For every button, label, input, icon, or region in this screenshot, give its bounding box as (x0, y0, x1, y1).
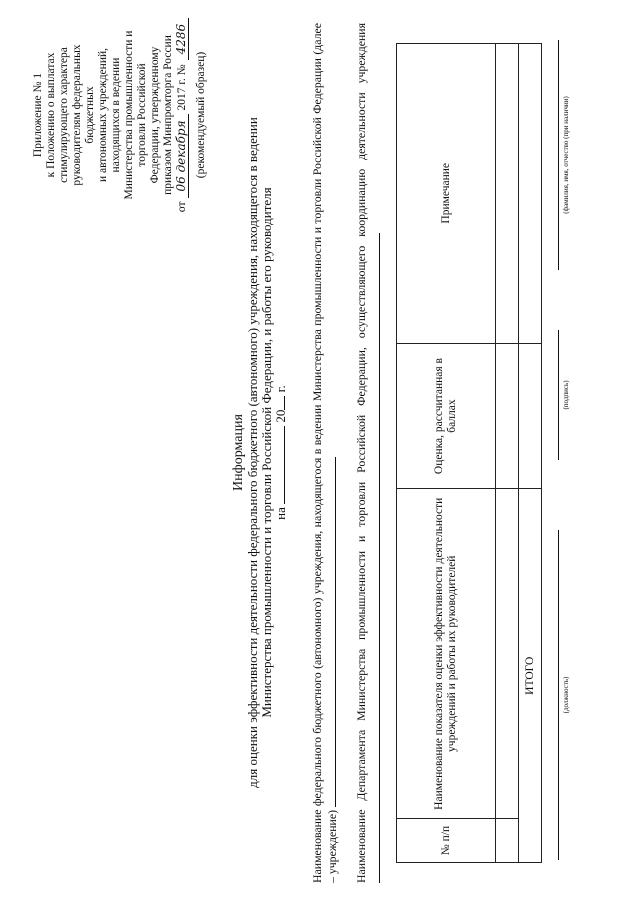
table-row (496, 44, 519, 863)
date-line (274, 385, 288, 520)
header-line: приказом Минпромторга России (162, 35, 174, 195)
header-line: к Положению о выплатах стимулирующего характера (45, 47, 70, 183)
recommended-sample-note: (рекомендуемый образец) (195, 51, 207, 179)
table-cell[interactable] (496, 44, 519, 344)
table-cell[interactable] (496, 819, 519, 863)
document-title (232, 0, 288, 905)
header-line: Федерации, утвержденному (149, 46, 161, 184)
header-indicator: Наименование показателя оценки эффективности деятельности учреждений и работы их руководителей (397, 489, 496, 819)
order-year: 2017 г. № (176, 64, 188, 111)
signature-field (558, 330, 570, 460)
total-note-cell[interactable] (519, 44, 542, 344)
order-line (175, 15, 189, 215)
order-number-handwritten: 4286 (175, 18, 189, 61)
year-prefix: 20 (273, 409, 288, 423)
header-note: Примечание (397, 44, 496, 344)
signature-caption: (подпись) (562, 380, 570, 410)
order-date-handwritten: 06 декабря (175, 114, 189, 197)
year-blank[interactable] (284, 396, 285, 410)
table-header-row (397, 44, 496, 863)
table-total-row (519, 44, 542, 863)
department-name-blank[interactable] (368, 233, 380, 883)
date-prefix: на (273, 507, 288, 520)
table-cell[interactable] (496, 489, 519, 819)
department-name-field (354, 23, 383, 883)
position-caption: (должность) (562, 676, 570, 714)
name-signature (558, 40, 570, 270)
signature-line[interactable] (558, 330, 559, 460)
institution-name-blank[interactable] (324, 457, 336, 807)
date-blank[interactable] (284, 426, 285, 504)
position-signature (558, 530, 570, 860)
appendix-number: Приложение № 1 (32, 72, 44, 158)
header-line: Министерства промышленности и торговли Российской (123, 30, 148, 200)
order-prefix: от (176, 201, 188, 213)
appendix-header (32, 15, 208, 215)
header-line: руководителям федеральных бюджетных (71, 44, 96, 186)
total-score-cell[interactable] (519, 343, 542, 489)
header-score: Оценка, рассчитанная в баллах (397, 343, 496, 489)
title-line: Министерства промышленности и торговли Российской Федерации, и работы его руководителя (259, 187, 274, 718)
position-line[interactable] (558, 530, 559, 860)
evaluation-table (396, 43, 542, 863)
header-number: № п/п (397, 819, 496, 863)
department-name-label: Наименование Департамента Министерства промышленности и торговли Российской Федерации, осуществляющего координацию деятельности учреждения (354, 23, 368, 883)
institution-name-field (310, 23, 339, 883)
header-line: и автономных учреждений, находящихся в ведении (97, 48, 122, 182)
table-cell[interactable] (496, 343, 519, 489)
name-line[interactable] (558, 40, 559, 270)
title-line: для оценки эффективности деятельности федерального бюджетного (автономного) учреждения, находящегося в ведении (245, 117, 260, 788)
institution-name-label: Наименование федерального бюджетного (автономного) учреждения, находящегося в ведении Министерства промышленности и торговли Российской Федерации (далее – учреждение) (310, 23, 339, 883)
year-suffix: г. (273, 385, 288, 393)
name-caption: (фамилия, имя, отчество (при наличии) (562, 96, 570, 214)
total-label: ИТОГО (519, 489, 542, 863)
title-main: Информация (231, 414, 246, 491)
